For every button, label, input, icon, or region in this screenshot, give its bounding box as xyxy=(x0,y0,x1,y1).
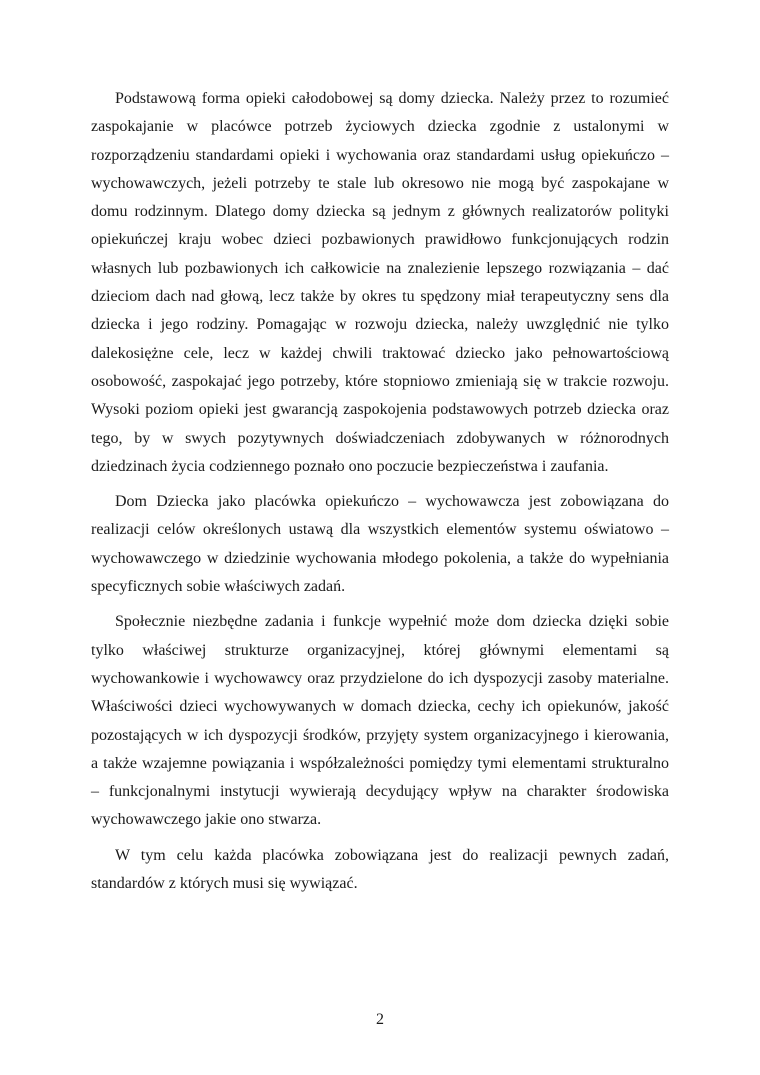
page-number: 2 xyxy=(376,1011,384,1028)
body-text xyxy=(91,85,669,905)
paragraph-1: Podstawową forma opieki całodobowej są domy dziecka. Należy przez to rozumieć zaspokajanie w placówce potrzeb życiowych dziecka zgodnie z ustalonymi w rozporządzeniu standardami opieki i wychowania oraz standardami usług opiekuńczo – wychowawczych, jeżeli potrzeby te stale lub okresowo nie mogą być zaspokajane w domu rodzinnym. Dlatego domy dziecka są jednym z głównych realizatorów polityki opiekuńczej kraju wobec dzieci pozbawionych prawidłowo funkcjonujących rodzin własnych lub pozbawionych ich całkowicie na znalezienie lepszego rozwiązania – dać dzieciom dach nad głową, lecz także by okres tu spędzony miał terapeutyczny sens dla dziecka i jego rodziny. Pomagając w rozwoju dziecka, należy uwzględnić nie tylko dalekosiężne cele, lecz w każdej chwili traktować dziecko jako pełnowartościową osobowość, zaspokajać jego potrzeby, które stopniowo zmieniają się w trakcie rozwoju. Wysoki poziom opieki jest gwarancją zaspokojenia podstawowych potrzeb dziecka oraz tego, by w swych pozytywnych doświadczeniach zdobywanych w różnorodnych dziedzinach życia codziennego poznało ono poczucie bezpieczeństwa i zaufania. xyxy=(91,90,669,475)
paragraph-4: W tym celu każda placówka zobowiązana jest do realizacji pewnych zadań, standardów z których musi się wywiązać. xyxy=(91,846,669,893)
paragraph-2: Dom Dziecka jako placówka opiekuńczo – wychowawcza jest zobowiązana do realizacji celów określonych ustawą dla wszystkich elementów systemu oświatowo – wychowawczego w dziedzinie wychowania młodego pokolenia, a także do wypełniania specyficznych sobie właściwych zadań. xyxy=(91,493,669,596)
paragraph-3: Społecznie niezbędne zadania i funkcje wypełnić może dom dziecka dzięki sobie tylko właściwej strukturze organizacyjnej, której głównymi elementami są wychowankowie i wychowawcy oraz przydzielone do ich dyspozycji zasoby materialne. Właściwości dzieci wychowywanych w domach dziecka, cechy ich opiekunów, jakość pozostających w ich dyspozycji środków, przyjęty system organizacyjnego i kierowania, a także wzajemne powiązania i współzależności pomiędzy tymi elementami strukturalno – funkcjonalnymi instytucji wywierają decydujący wpływ na charakter środowiska wychowawczego jakie ono stwarza. xyxy=(91,613,669,829)
